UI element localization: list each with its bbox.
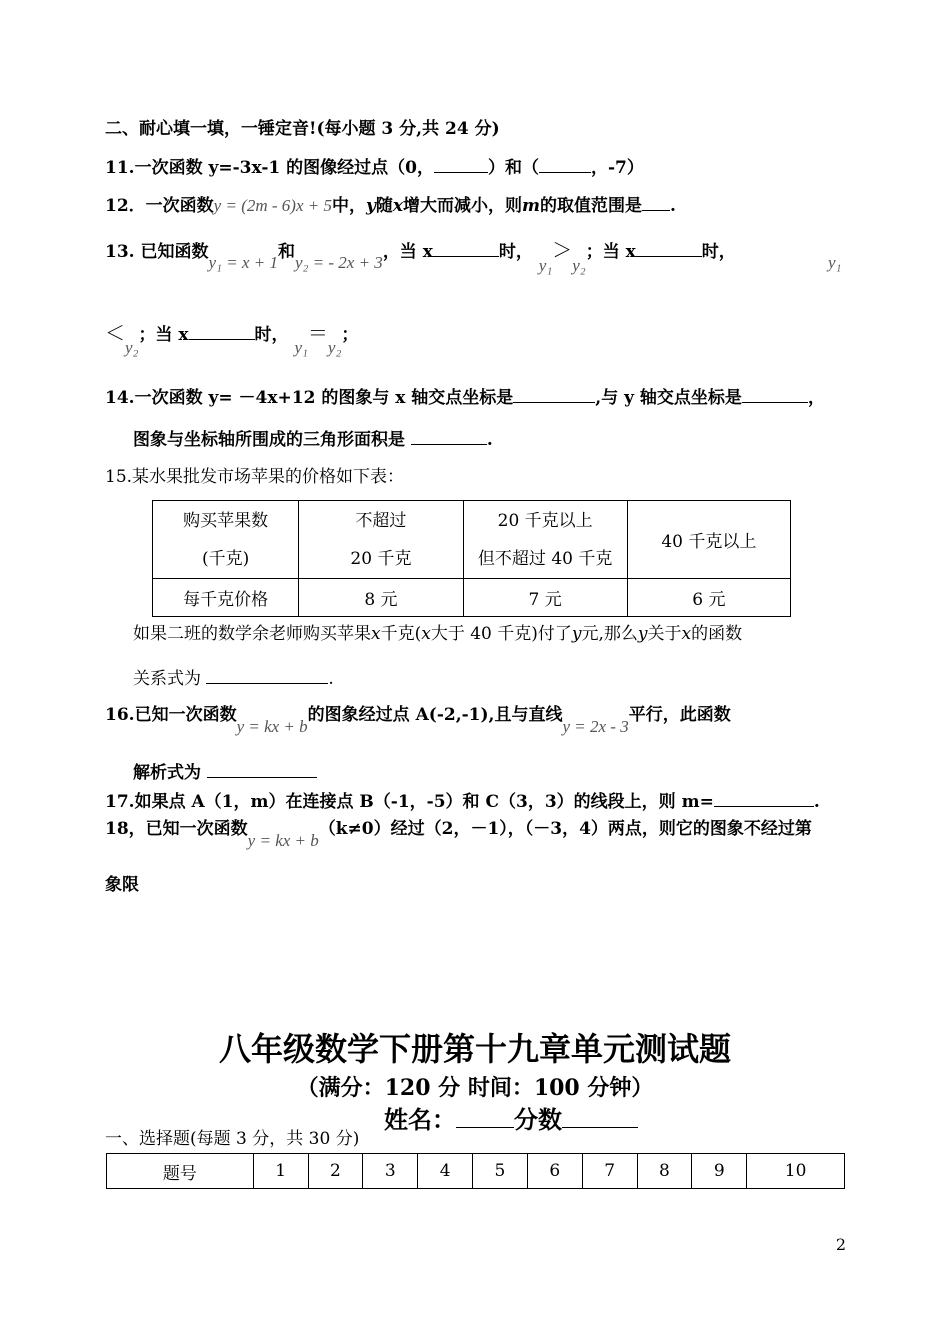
q12-text-d: 随: [375, 196, 393, 216]
price-table-row: [153, 579, 791, 617]
q17-blank[interactable]: [714, 792, 814, 807]
question-14-line1: [105, 388, 825, 407]
name-label: 姓名：: [384, 1105, 456, 1134]
q13-text-g: ；当 x: [138, 325, 189, 345]
price-table-cell: 6 元: [627, 579, 790, 617]
q13-y2: y₂: [572, 256, 586, 275]
q12-text-a: 12．一次函数: [105, 196, 214, 216]
q16-formula-2: y = 2x - 3: [562, 717, 629, 736]
score-field[interactable]: [562, 1105, 638, 1128]
answer-table: [106, 1153, 845, 1189]
q13-y1c: y₁: [294, 338, 308, 357]
question-15-text-line2: 关系式为 .: [133, 669, 334, 689]
score-label: 分数: [514, 1105, 562, 1134]
question-13-line1: [105, 238, 845, 275]
question-15-intro: 15.某水果批发市场苹果的价格如下表：: [105, 467, 405, 487]
q12-var-x: x: [392, 196, 403, 216]
price-table-cell: 7 元: [463, 579, 627, 617]
test-subtitle: （满分：120 分 时间：100 分钟）: [296, 1075, 654, 1101]
q12-text-b: 中，: [331, 196, 366, 216]
price-table-header-3: 20 千克以上 但不超过 40 千克: [463, 501, 627, 579]
q18-formula: y = kx + b: [247, 831, 319, 850]
q14-blank-3[interactable]: [411, 430, 487, 445]
question-16-line2: 解析式为: [133, 763, 317, 782]
q14-blank-2[interactable]: [742, 388, 808, 403]
answer-cell: 7: [582, 1154, 637, 1189]
answer-cell: 8: [637, 1154, 692, 1189]
question-18-line1: 18，已知一次函数y = kx + b（k≠0）经过（2，－1），（－3，4）两点，则它的图象不经过第: [105, 819, 812, 850]
price-table-cell: 每千克价格: [153, 579, 299, 617]
price-table: [152, 500, 791, 617]
q12-text-f: 增大而减小，则: [403, 196, 522, 216]
q14-text-b: ,与 y 轴交点坐标是: [595, 388, 742, 408]
answer-cell: 10: [747, 1154, 845, 1189]
q13-text-f: 时，: [701, 242, 736, 262]
q16-formula-1: y = kx + b: [236, 717, 308, 736]
q14-text-c: ，: [807, 388, 825, 408]
name-score-line: [384, 1100, 638, 1135]
q12-text-h: 的取值范围是: [540, 196, 642, 216]
q11-text-a: 11.一次函数 y=-3x-1 的图像经过点（0，: [105, 158, 434, 178]
question-18-line2: 象限: [105, 875, 139, 895]
q13-y1: y₁: [538, 256, 553, 275]
q12-text-i: .: [670, 196, 676, 216]
q13-formula-2: y₂ = - 2x + 3: [294, 253, 383, 272]
answer-cell: 2: [308, 1154, 363, 1189]
q11-blank-2[interactable]: [539, 158, 591, 173]
q13-blank-3[interactable]: [189, 325, 255, 340]
q16-blank[interactable]: [207, 763, 317, 778]
question-15-text-line1: 如果二班的数学余老师购买苹果x千克(x大于 40 千克)付了y元,那么y关于x的函数: [133, 624, 743, 644]
q13-text-d: 时，: [498, 242, 533, 262]
section1-header: 一、选择题(每题 3 分，共 30 分): [105, 1129, 360, 1149]
name-field[interactable]: [456, 1105, 514, 1128]
q15-blank[interactable]: [206, 669, 328, 684]
q14-text-d: 图象与坐标轴所围成的三角形面积是: [133, 430, 405, 450]
question-13-line2: [105, 321, 359, 357]
question-12: [105, 196, 676, 215]
answer-cell: 3: [363, 1154, 418, 1189]
q13-blank-2[interactable]: [636, 242, 702, 257]
answer-cell: 9: [692, 1154, 747, 1189]
answer-cell: 6: [527, 1154, 582, 1189]
answer-cell: 4: [418, 1154, 473, 1189]
answer-table-header-row: [107, 1154, 845, 1189]
question-16-line1: 16.已知一次函数y = kx + b的图象经过点 A(-2,-1),且与直线y = 2x - 3平行，此函数: [105, 705, 731, 736]
q13-eq-sign: ＝: [307, 321, 328, 345]
q11-text-b: ）和（: [487, 158, 539, 178]
q13-y1-trailing: y₁: [828, 253, 842, 272]
question-17: 17.如果点 A（1，m）在连接点 B（-1，-5）和 C（3，3）的线段上，则 m= .: [105, 792, 820, 812]
q13-text-i: ；: [341, 325, 359, 345]
test-title: 八年级数学下册第十九章单元测试题: [218, 1030, 731, 1068]
q13-text-h: 时，: [254, 325, 289, 345]
q14-blank-1[interactable]: [513, 388, 595, 403]
price-table-header-1: 购买苹果数 (千克): [153, 501, 299, 579]
q13-text-b: 和: [277, 242, 295, 262]
question-11: [105, 158, 644, 177]
q12-formula: y = (2m - 6)x + 5: [213, 196, 332, 215]
q13-text-c: ，当 x: [382, 242, 433, 262]
question-14-line2: [133, 430, 493, 449]
q11-blank-1[interactable]: [434, 158, 488, 173]
q13-text-e: ；当 x: [585, 242, 636, 262]
q13-formula-1: y₁ = x + 1: [208, 253, 278, 272]
q13-text-a: 13. 已知函数: [105, 242, 209, 262]
answer-cell: 题号: [107, 1154, 254, 1189]
q14-text-a: 14.一次函数 y= －4x+12 的图象与 x 轴交点坐标是: [105, 388, 514, 408]
price-table-cell: 8 元: [299, 579, 463, 617]
q13-lt-sign: ＜: [105, 321, 125, 345]
price-table-header-2: 不超过 20 千克: [299, 501, 463, 579]
q12-blank[interactable]: [642, 196, 670, 211]
q13-y2c: y₂: [327, 338, 342, 357]
q11-text-c: ，-7）: [590, 158, 644, 178]
answer-cell: 1: [253, 1154, 308, 1189]
price-table-header-4: 40 千克以上: [627, 501, 790, 579]
section2-header: 二、耐心填一填，一锤定音!(每小题 3 分,共 24 分): [105, 119, 500, 139]
q13-gt-sign: ＞: [552, 238, 573, 262]
page-number: 2: [835, 1235, 846, 1254]
q13-blank-1[interactable]: [433, 242, 499, 257]
price-table-header-row: [153, 501, 791, 579]
q14-text-e: .: [486, 430, 493, 450]
q12-var-y: y: [365, 196, 376, 216]
q12-var-m: m: [522, 196, 540, 216]
q13-y2b: y₂: [125, 338, 139, 357]
answer-cell: 5: [473, 1154, 528, 1189]
